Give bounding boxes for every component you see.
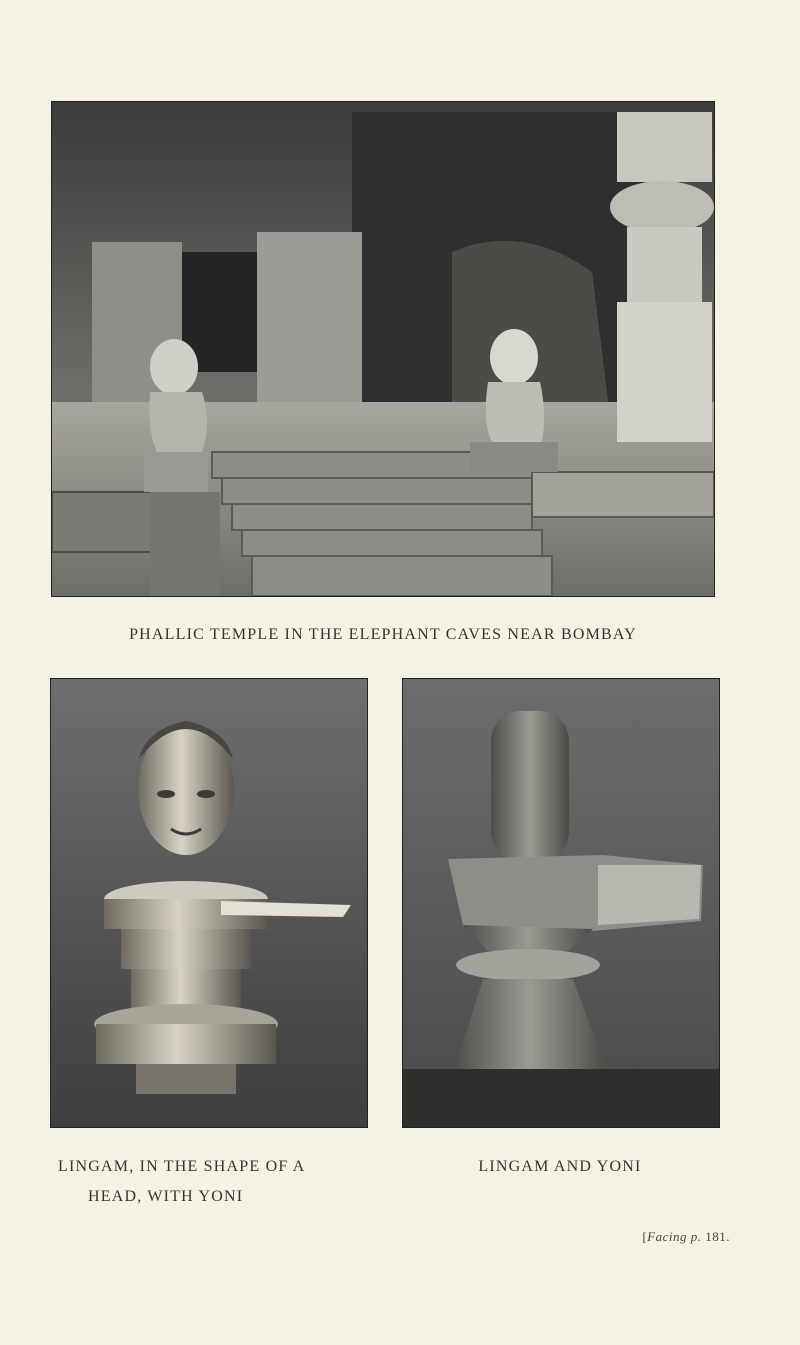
cave-temple-caption bbox=[0, 620, 766, 650]
facing-label: Facing p. bbox=[647, 1229, 702, 1244]
lingam-head-caption bbox=[58, 1152, 388, 1212]
lingam-yoni-caption bbox=[402, 1152, 718, 1182]
cave-temple-photo bbox=[51, 101, 715, 597]
facing-page-note bbox=[642, 1229, 730, 1245]
facing-page-number: 181. bbox=[705, 1229, 730, 1244]
lingam-head-caption-line-1: LINGAM, IN THE SHAPE OF A bbox=[58, 1158, 306, 1175]
lingam-head-photo bbox=[50, 678, 368, 1128]
lingam-yoni-photo bbox=[402, 678, 720, 1128]
lingam-head-caption-line-2: HEAD, WITH YONI bbox=[88, 1188, 244, 1205]
lingam-yoni-caption-text: LINGAM AND YONI bbox=[478, 1158, 642, 1175]
cave-temple-caption-text: PHALLIC TEMPLE IN THE ELEPHANT CAVES NEAR BOMBAY bbox=[129, 626, 637, 643]
facing-bracket: [ bbox=[642, 1229, 648, 1244]
